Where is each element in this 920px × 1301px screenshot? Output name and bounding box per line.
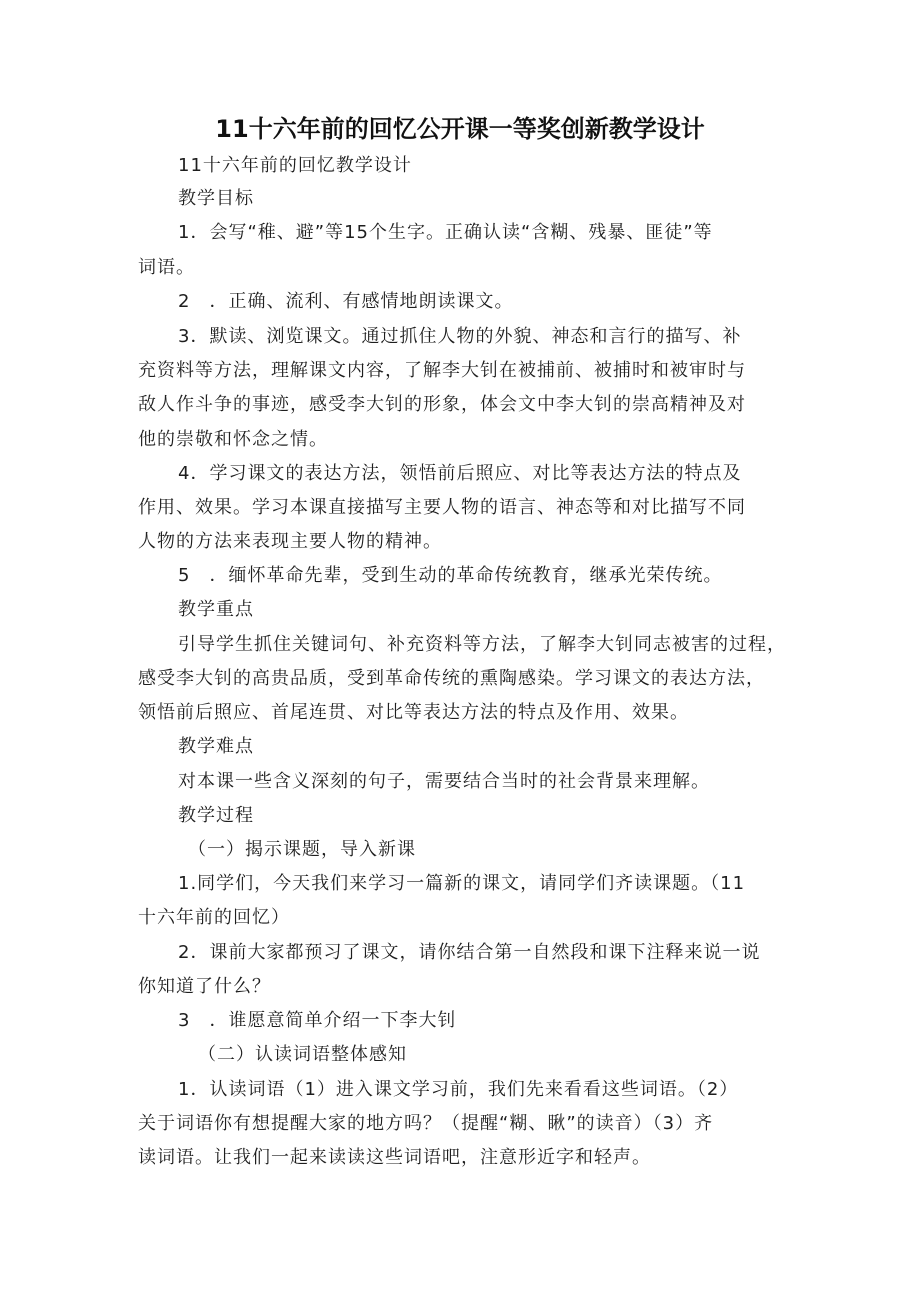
- paragraph-line: 你知道了什么？: [138, 976, 271, 997]
- paragraph-line: 3 ．谁愿意简单介绍一下李大钊: [178, 1010, 457, 1031]
- paragraph-line: 3．默读、浏览课文。通过抓住人物的外貌、神态和言行的描写、补: [178, 326, 742, 347]
- paragraph-line: 对本课一些含义深刻的句子，需要结合当时的社会背景来理解。: [178, 771, 710, 792]
- section-heading-key-points: 教学重点: [178, 599, 254, 620]
- paragraph-line: 读词语。让我们一起来读读这些词语吧，注意形近字和轻声。: [138, 1147, 651, 1168]
- paragraph-line: 十六年前的回忆）: [138, 907, 290, 928]
- document-title: 11十六年前的回忆公开课一等奖创新教学设计: [215, 115, 705, 143]
- paragraph-line: 词语。: [138, 257, 195, 278]
- paragraph-line: 4．学习课文的表达方法，领悟前后照应、对比等表达方法的特点及: [178, 463, 742, 484]
- paragraph-line: 5 ．缅怀革命先辈，受到生动的革命传统教育，继承光荣传统。: [178, 565, 723, 586]
- paragraph-line: 1.同学们，今天我们来学习一篇新的课文，请同学们齐读课题。（11: [178, 873, 746, 894]
- paragraph-line: 1．会写“稚、避”等15个生字。正确认读“含糊、残暴、匪徒”等: [178, 222, 713, 243]
- paragraph-line: 作用、效果。学习本课直接描写主要人物的语言、神态等和对比描写不同: [138, 497, 746, 518]
- paragraph-line: 充资料等方法，理解课文内容，了解李大钊在被捕前、被捕时和被审时与: [138, 360, 746, 381]
- section-heading-objectives: 教学目标: [178, 188, 254, 209]
- paragraph-line: 感受李大钊的高贵品质，受到革命传统的熏陶感染。学习课文的表达方法，: [138, 668, 765, 689]
- paragraph-line: 人物的方法来表现主要人物的精神。: [138, 531, 442, 552]
- paragraph-line: 敌人作斗争的事迹，感受李大钊的形象，体会文中李大钊的崇高精神及对: [138, 394, 746, 415]
- subsection-heading: （二）认读词语整体感知: [198, 1044, 407, 1065]
- paragraph-line: 领悟前后照应、首尾连贯、对比等表达方法的特点及作用、效果。: [138, 702, 689, 723]
- section-heading-process: 教学过程: [178, 805, 254, 826]
- paragraph-line: 他的崇敬和怀念之情。: [138, 429, 328, 450]
- paragraph-line: 引导学生抓住关键词句、补充资料等方法，了解李大钊同志被害的过程，: [178, 634, 786, 655]
- paragraph-line: 关于词语你有想提醒大家的地方吗？（提醒“糊、瞅”的读音）（3）齐: [138, 1113, 714, 1134]
- paragraph-line: 2．课前大家都预习了课文，请你结合第一自然段和课下注释来说一说: [178, 942, 761, 963]
- paragraph-line: 2 ．正确、流利、有感情地朗读课文。: [178, 291, 514, 312]
- subtitle: 11十六年前的回忆教学设计: [178, 155, 412, 176]
- section-heading-difficulties: 教学难点: [178, 736, 254, 757]
- paragraph-line: 1．认读词语（1）进入课文学习前，我们先来看看这些词语。（2）: [178, 1079, 739, 1100]
- subsection-heading: （一）揭示课题，导入新课: [188, 839, 416, 860]
